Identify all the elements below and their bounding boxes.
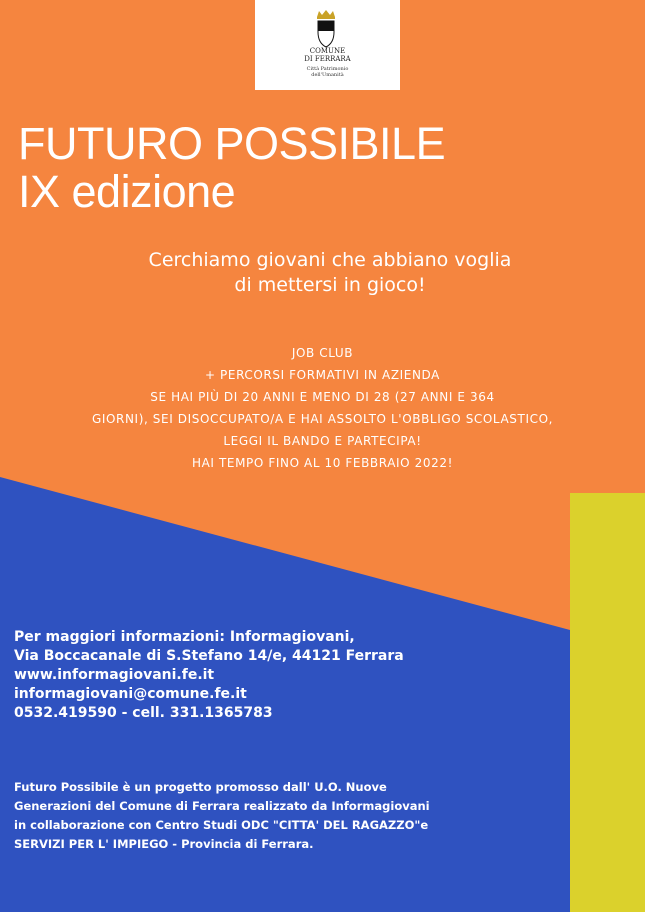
footer-line: Futuro Possibile è un progetto promosso dall' U.O. Nuove bbox=[14, 780, 387, 794]
footer-line: Generazioni del Comune di Ferrara realizzato da Informagiovani bbox=[14, 799, 430, 813]
footer-credits bbox=[14, 778, 430, 854]
info-block bbox=[0, 342, 645, 474]
contacts-address: Via Boccacanale di S.Stefano 14/e, 44121 Ferrara bbox=[14, 648, 404, 664]
ferrara-crest-icon bbox=[314, 10, 338, 48]
info-line: + PERCORSI FORMATIVI IN AZIENDA bbox=[204, 368, 440, 382]
info-line: HAI TEMPO FINO AL 10 FEBBRAIO 2022! bbox=[192, 456, 453, 470]
title-line-2: IX edizione bbox=[18, 166, 236, 217]
contacts-email-link[interactable]: informagiovani@comune.fe.it bbox=[14, 686, 247, 702]
logo-name bbox=[255, 47, 400, 63]
subtitle bbox=[90, 248, 570, 298]
comune-ferrara-logo bbox=[255, 0, 400, 90]
info-line: LEGGI IL BANDO E PARTECIPA! bbox=[223, 434, 422, 448]
contacts-phone: 0532.419590 - cell. 331.1365783 bbox=[14, 705, 273, 721]
info-line: JOB CLUB bbox=[291, 346, 354, 360]
logo-name-line-1: COMUNE bbox=[309, 47, 346, 55]
yellow-side-bar bbox=[570, 493, 645, 912]
logo-name-line-2: DI FERRARA bbox=[304, 55, 351, 63]
footer-line: SERVIZI PER L' IMPIEGO - Provincia di Ferrara. bbox=[14, 837, 314, 851]
logo-sub-line-2: dell'Umanità bbox=[311, 72, 344, 78]
subtitle-line-1: Cerchiamo giovani che abbiano voglia bbox=[148, 249, 512, 271]
contacts-intro: Per maggiori informazioni: Informagiovani, bbox=[14, 629, 355, 645]
contacts-block bbox=[14, 628, 404, 723]
logo-subtitle bbox=[255, 66, 400, 78]
page-title bbox=[18, 120, 445, 216]
info-line: GIORNI), SEI DISOCCUPATO/A E HAI ASSOLTO L'OBBLIGO SCOLASTICO, bbox=[91, 412, 554, 426]
info-line: SE HAI PIÙ DI 20 ANNI E MENO DI 28 (27 ANNI E 364 bbox=[150, 390, 495, 404]
logo-sub-line-1: Città Patrimonio bbox=[306, 66, 349, 72]
contacts-website-link[interactable]: www.informagiovani.fe.it bbox=[14, 667, 215, 683]
subtitle-line-2: di mettersi in gioco! bbox=[234, 274, 426, 296]
footer-line: in collaborazione con Centro Studi ODC "CITTA' DEL RAGAZZO"e bbox=[14, 818, 429, 832]
title-line-1: FUTURO POSSIBILE bbox=[18, 118, 446, 169]
